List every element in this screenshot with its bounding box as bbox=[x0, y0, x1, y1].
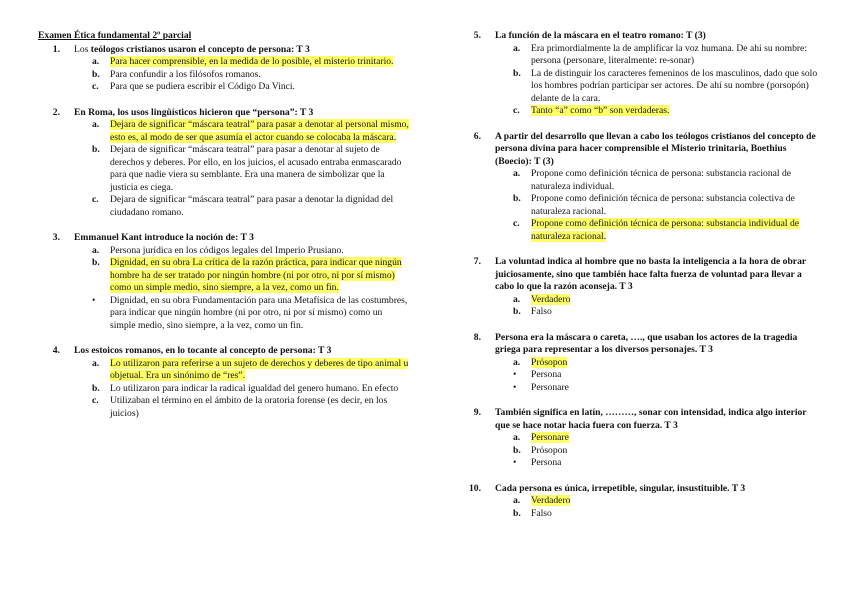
question-text bbox=[495, 483, 819, 496]
option-label: a. bbox=[92, 119, 100, 130]
question bbox=[38, 44, 410, 94]
question-header bbox=[459, 332, 819, 357]
option-text bbox=[110, 295, 410, 333]
question-header bbox=[38, 345, 410, 358]
question bbox=[38, 345, 410, 420]
question-text bbox=[495, 407, 819, 432]
question bbox=[459, 332, 819, 395]
question bbox=[459, 131, 819, 244]
option-label: • bbox=[92, 294, 96, 306]
option-text-content: Dejara de significar “máscara teatral” para pasar a denotar la dignidad del ciudadano romano. bbox=[110, 194, 394, 218]
question-list-left bbox=[38, 44, 410, 421]
answer-option bbox=[513, 43, 819, 68]
option-text bbox=[531, 357, 819, 370]
question-number: 6. bbox=[473, 130, 481, 142]
option-label: a. bbox=[92, 357, 100, 369]
option-text-content: Utilizaban el término en el ámbito de la oratoria forense (es decir, en los juicios) bbox=[110, 395, 388, 419]
question-text-part: Los estoicos romanos, en lo tocante al concepto de persona: T 3 bbox=[74, 345, 332, 356]
question-header bbox=[459, 483, 819, 496]
question-text-part: Emmanuel Kant introduce la noción de: T 3 bbox=[74, 232, 254, 243]
question-number: 10. bbox=[469, 482, 481, 494]
option-text bbox=[531, 105, 819, 118]
option-text-content: La de distinguir los caracteres femeninos de los masculinos, dado que solo los hombres podrían participar ser actores. De ahí su nombre (porsopón) delante de la cara. bbox=[531, 67, 818, 104]
answer-option bbox=[513, 369, 819, 382]
answer-option bbox=[513, 432, 819, 445]
option-label: c. bbox=[513, 218, 520, 229]
answer-option bbox=[513, 68, 819, 106]
question-text-part: Los bbox=[74, 43, 91, 55]
option-text-content: Dejara de significar “máscara teatral” para pasar a denotar al sujeto de derechos y deberes. Por ello, en los juicios, el acusado entraba enmascarado para que nadie viera su semblante. Era una manera de simbolizar que la justicia es ciega. bbox=[110, 144, 402, 193]
option-label: a. bbox=[513, 293, 521, 305]
option-text bbox=[110, 194, 410, 219]
highlighted-answer: Verdadero bbox=[531, 495, 571, 506]
question-text-part: Cada persona es única, irrepetible, singular, insustituible. T 3 bbox=[495, 482, 746, 494]
question-number: 5. bbox=[473, 30, 481, 41]
option-text bbox=[531, 193, 819, 218]
option-text-content: Prósopon bbox=[531, 444, 568, 456]
option-text bbox=[110, 383, 410, 396]
option-text-content: Persona bbox=[531, 369, 562, 380]
option-text bbox=[110, 257, 410, 295]
answer-option bbox=[92, 395, 410, 420]
answer-option bbox=[92, 295, 410, 333]
option-label: • bbox=[513, 381, 517, 393]
left-column bbox=[38, 30, 410, 433]
question-number: 9. bbox=[473, 407, 481, 418]
option-text bbox=[531, 68, 819, 106]
answer-option bbox=[92, 194, 410, 219]
option-label: c. bbox=[92, 395, 99, 406]
highlighted-answer: Personare bbox=[531, 432, 569, 443]
question-text-part: La función de la máscara en el teatro romano: T (3) bbox=[495, 30, 706, 41]
answer-option bbox=[92, 383, 410, 396]
question-number: 1. bbox=[52, 43, 60, 55]
option-text bbox=[110, 395, 410, 420]
question-number: 7. bbox=[473, 256, 481, 267]
option-label: • bbox=[513, 457, 517, 468]
question-header bbox=[459, 30, 819, 43]
right-column bbox=[459, 30, 819, 533]
question-header bbox=[38, 232, 410, 245]
answer-option bbox=[513, 495, 819, 508]
question-text bbox=[495, 332, 819, 357]
question-number: 8. bbox=[473, 331, 481, 343]
option-label: b. bbox=[513, 444, 521, 456]
option-text bbox=[531, 218, 819, 243]
question bbox=[459, 256, 819, 319]
answer-option bbox=[92, 358, 410, 383]
question-number: 4. bbox=[52, 345, 60, 356]
option-text bbox=[110, 245, 410, 258]
option-text-content: Para confundir a los filósofos romanos. bbox=[110, 68, 261, 80]
answer-option bbox=[513, 218, 819, 243]
question-text bbox=[495, 30, 819, 43]
question-text-part: La voluntad indica al hombre que no basta la inteligencia a la hora de obrar juiciosamente, sino que también hace falta fuerza de voluntad para llevar a cabo lo que la razón aconseja. T 3 bbox=[495, 256, 806, 292]
option-text bbox=[531, 432, 819, 445]
question-header bbox=[459, 407, 819, 432]
question-list-right bbox=[459, 30, 819, 520]
option-label: b. bbox=[513, 507, 521, 519]
question-text-part: Persona era la máscara o careta, …., que usaban los actores de la tragedia griega para representar a los diversos personajes. T 3 bbox=[495, 331, 798, 355]
option-label: c. bbox=[92, 194, 99, 205]
answer-option bbox=[92, 56, 410, 69]
question-text-part: También significa en latín, ………, sonar con intensidad, indica algo interior que se hace notar hacia fuera con fuerza. T 3 bbox=[495, 407, 807, 431]
question-header bbox=[459, 131, 819, 169]
option-label: b. bbox=[513, 67, 521, 79]
question bbox=[459, 407, 819, 470]
option-text-content: Persona jurídica en los códigos legales del Imperio Prusiano. bbox=[110, 244, 344, 256]
answer-option bbox=[92, 144, 410, 194]
answer-option bbox=[92, 81, 410, 94]
option-label: b. bbox=[92, 382, 100, 394]
question bbox=[38, 232, 410, 332]
option-text bbox=[110, 56, 410, 69]
highlighted-answer: Propone como definición técnica de persona: substancia individual de naturaleza racional. bbox=[531, 218, 800, 242]
option-label: b. bbox=[92, 257, 100, 268]
highlighted-answer: Dignidad, en su obra La crítica de la razón práctica, para indicar que ningún hombre ha de ser tratado por ningún hombre (ni por otro, ni por sí mismo) como un simple medio, sino siempre, a la vez, como un fin. bbox=[110, 257, 402, 293]
option-text bbox=[531, 43, 819, 68]
answer-option bbox=[513, 294, 819, 307]
answer-option bbox=[513, 357, 819, 370]
option-text bbox=[531, 508, 819, 521]
option-label: a. bbox=[513, 42, 521, 54]
option-text bbox=[531, 306, 819, 319]
option-text bbox=[531, 457, 819, 470]
option-text bbox=[110, 81, 410, 94]
highlighted-answer: Lo utilizaron para referirse a un sujeto de derechos y deberes de tipo animal u objetual. Era un sinónimo de “res”. bbox=[110, 357, 409, 381]
question-text bbox=[74, 44, 410, 57]
question-number: 3. bbox=[52, 232, 60, 243]
highlighted-answer: Para hacer comprensible, en la medida de lo posible, el misterio trinitario. bbox=[110, 56, 394, 67]
option-label: b. bbox=[92, 144, 100, 155]
question-header bbox=[38, 44, 410, 57]
question-text bbox=[495, 131, 819, 169]
question-text-part: En Roma, los usos lingüísticos hicieron que “persona”: T 3 bbox=[74, 106, 314, 118]
option-text bbox=[531, 495, 819, 508]
answer-option bbox=[513, 306, 819, 319]
answer-option bbox=[92, 257, 410, 295]
answer-option bbox=[92, 245, 410, 258]
option-label: a. bbox=[513, 495, 521, 506]
option-text bbox=[531, 294, 819, 307]
option-text bbox=[110, 144, 410, 194]
option-label: a. bbox=[513, 432, 521, 443]
question bbox=[459, 483, 819, 521]
question-text bbox=[74, 232, 410, 245]
answer-option bbox=[92, 119, 410, 144]
highlighted-answer: Tanto “a” como “b” son verdaderas. bbox=[531, 105, 670, 116]
option-label: b. bbox=[513, 193, 521, 204]
option-label: c. bbox=[513, 105, 520, 116]
question-number: 2. bbox=[52, 106, 60, 118]
question-text-part: teólogos cristianos usaron el concepto de persona: T 3 bbox=[90, 43, 310, 55]
option-text-content: Falso bbox=[531, 306, 552, 317]
answer-option bbox=[513, 193, 819, 218]
highlighted-answer: Prósopon bbox=[531, 356, 568, 368]
option-text-content: Para que se pudiera escribir el Código Da Vinci. bbox=[110, 81, 295, 92]
highlighted-answer: Verdadero bbox=[531, 293, 571, 305]
option-text bbox=[531, 168, 819, 193]
option-text bbox=[531, 445, 819, 458]
question-text bbox=[495, 256, 819, 294]
option-text bbox=[110, 119, 410, 144]
question bbox=[459, 30, 819, 118]
option-label: b. bbox=[92, 68, 100, 80]
answer-option bbox=[513, 168, 819, 193]
option-label: a. bbox=[513, 356, 521, 368]
answer-option bbox=[513, 457, 819, 470]
option-label: a. bbox=[513, 168, 521, 179]
option-text-content: Lo utilizaron para indicar la radical igualdad del genero humano. En efecto bbox=[110, 382, 399, 394]
option-text-content: Personare bbox=[531, 381, 569, 393]
option-label: • bbox=[513, 369, 517, 380]
option-text-content: Propone como definición técnica de persona: substancia racional de naturaleza individual. bbox=[531, 168, 792, 192]
option-label: a. bbox=[92, 56, 100, 67]
question bbox=[38, 107, 410, 220]
option-text-content: Persona bbox=[531, 457, 562, 468]
answer-option bbox=[513, 445, 819, 458]
option-text bbox=[531, 369, 819, 382]
answer-option bbox=[513, 382, 819, 395]
answer-option bbox=[513, 508, 819, 521]
option-label: c. bbox=[92, 81, 99, 92]
option-text-content: Dignidad, en su obra Fundamentación para una Metafísica de las costumbres, para indicar que ningún hombre (ni por otro, ni por sí mismo) como un simple medio, sino siempre, a la vez, como un fin. bbox=[110, 294, 408, 331]
question-header bbox=[459, 256, 819, 294]
exam-title: Examen Ética fundamental 2º parcial bbox=[38, 30, 192, 41]
highlighted-answer: Dejara de significar “máscara teatral” para pasar a denotar al personal mismo, esto es, al modo de ser que asumía el actor cuando se colocaba la máscara. bbox=[110, 119, 409, 143]
option-text bbox=[110, 358, 410, 383]
question-text bbox=[74, 345, 410, 358]
option-label: b. bbox=[513, 306, 521, 317]
option-text bbox=[110, 69, 410, 82]
question-text-part: A partir del desarrollo que llevan a cabo los teólogos cristianos del concepto de persona divina para hacer comprensible el Misterio trinitaria, Boethius (Boecio): T (3) bbox=[495, 130, 816, 167]
question-header bbox=[38, 107, 410, 120]
option-text-content: Era primordialmente la de amplificar la voz humana. De ahí su nombre: persona (personare, literalmente: re-sonar) bbox=[531, 42, 807, 66]
option-label: a. bbox=[92, 244, 100, 256]
option-text-content: Falso bbox=[531, 507, 552, 519]
answer-option bbox=[513, 105, 819, 118]
option-text-content: Propone como definición técnica de persona: substancia colectiva de naturaleza racional. bbox=[531, 193, 795, 217]
question-text bbox=[74, 107, 410, 120]
option-text bbox=[531, 382, 819, 395]
answer-option bbox=[92, 69, 410, 82]
